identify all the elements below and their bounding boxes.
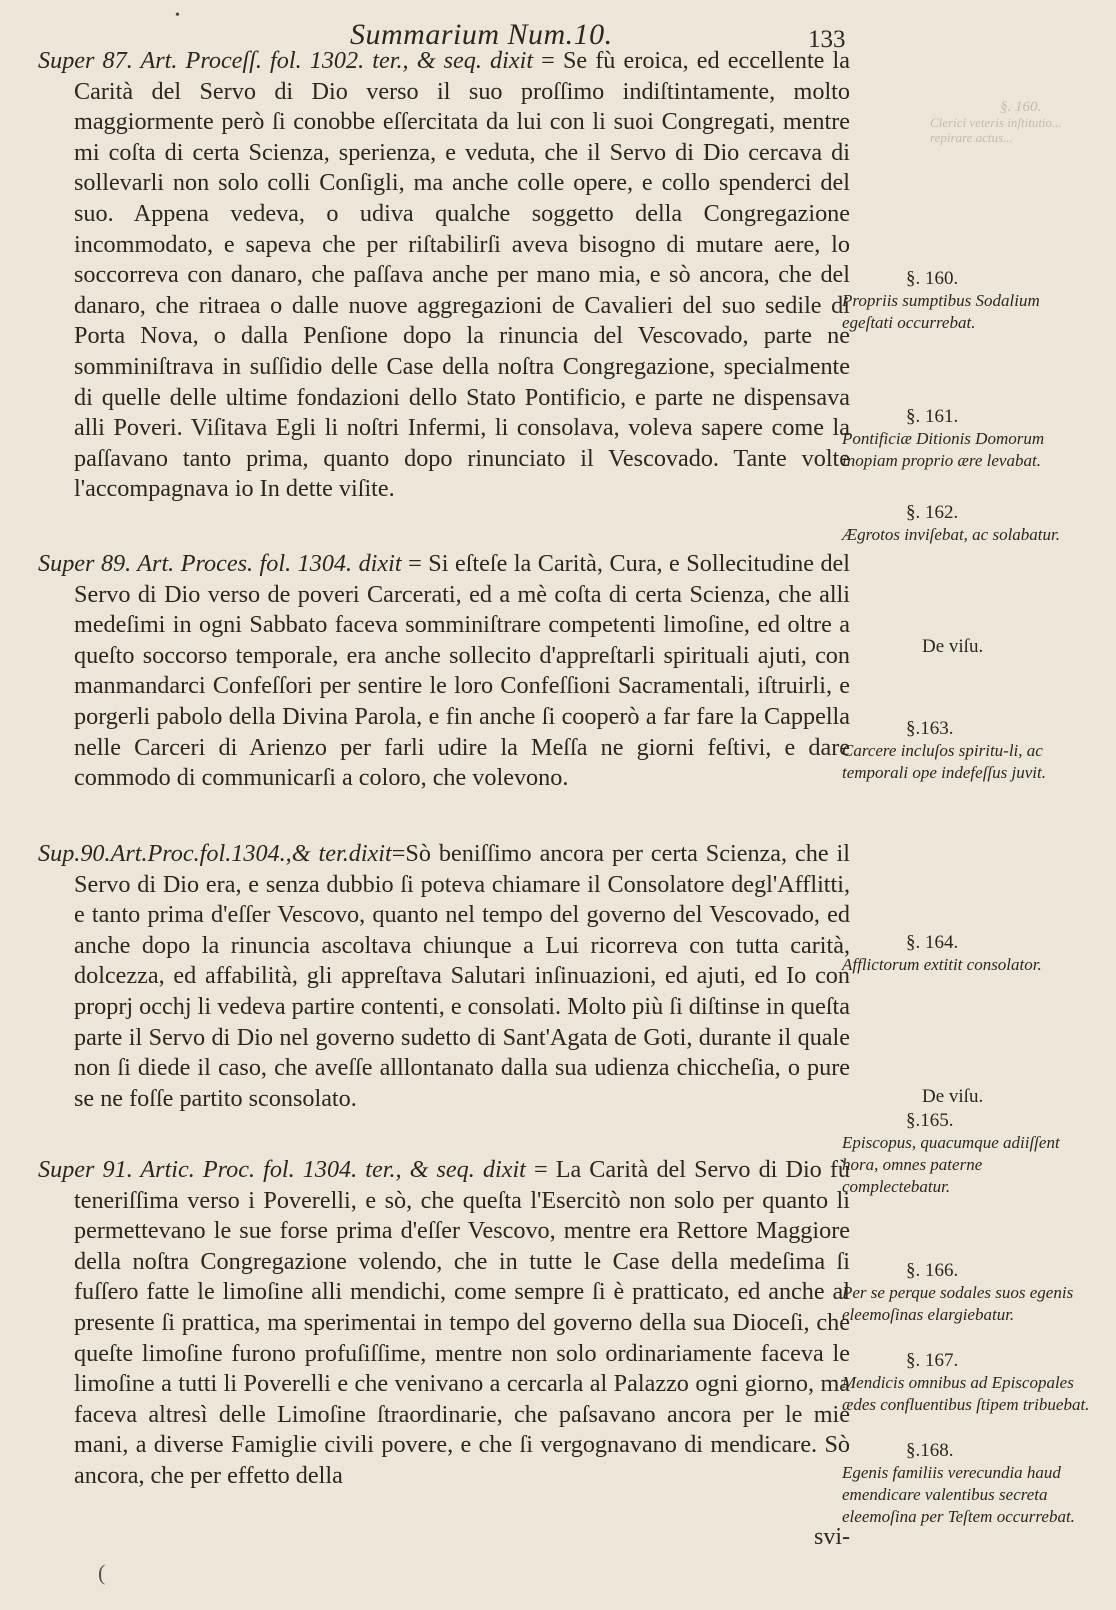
section-number: §. 160.: [906, 268, 959, 289]
paragraph-87: [38, 46, 850, 549]
margin-note-text: Episcopus, quacumque adiiſſent hora, omnes paterne complectebatur.: [842, 1133, 1060, 1196]
margin-note: [842, 1350, 1092, 1416]
paragraph-reference: Sup.90.Art.Proc.fol.1304.,& ter.dixit: [38, 840, 392, 867]
margin-note-text: Pontificiæ Ditionis Domorum inopiam proprio ære levabat.: [842, 429, 1045, 470]
catchword-line: [38, 1524, 850, 1552]
margin-note: [842, 406, 1092, 472]
section-number: §. 164.: [906, 932, 959, 953]
margin-note-text: Carcere incluſos spiritu-li, ac temporali ope indefeſſus juvit.: [842, 741, 1046, 782]
de-visu-note: De viſu.: [922, 1086, 984, 1107]
catchword: svi-: [814, 1524, 850, 1550]
section-number: §.165.: [906, 1110, 954, 1131]
paragraph-89: [38, 549, 850, 839]
margin-note: [842, 1110, 1092, 1198]
page-number: 133: [808, 26, 846, 53]
section-number: §.168.: [906, 1440, 954, 1461]
paragraph-text: =Sò beniſſimo ancora per certa Scienza, che il Servo di Dio era, e senza dubbio ſi poteva chiamare il Consolatore degl'Afflitti, e tanto prima d'eſſer Vescovo, quanto nel tempo del governo del Vescovado, ed anche dopo la rinuncia ascoltava chiunque a Lui ricorreva con tutta carità, dolcezza, ed affabilità, gli appreſtava Salutari inſinuazioni, ed ajuti, ed Io con proprj occhj li vedeva partire contenti, e consolati. Molto più ſi diſtinse in queſta parte il Servo di Dio nel governo sudetto di Sant'Agata de Goti, durante il quale non ſi diede il caso, che aveſſe alllontanato dalla sua udienza chiccheſia, o pure se ne foſſe partito sconsolato.: [74, 840, 850, 1112]
margin-note: [842, 718, 1092, 784]
bleed-through-body: Clerici veteris inſtitutio... repirare actus...: [930, 115, 1062, 145]
main-text: [38, 46, 850, 1492]
section-number: §. 161.: [906, 406, 959, 427]
bleed-through-text: [930, 100, 1100, 145]
margin-note-text: Propriis sumptibus Sodalium egeſtati occurrebat.: [842, 291, 1040, 332]
bleed-through-number: §. 160.: [1000, 99, 1042, 115]
margin-note: [842, 502, 1092, 546]
margin-note: [842, 932, 1092, 976]
margin-note-text: Egenis familiis verecundia haud emendicare valentibus secreta eleemoſina per Teſtem occurrebat.: [842, 1463, 1075, 1526]
paragraph-90: [38, 839, 850, 1155]
section-number: §.163.: [906, 718, 954, 739]
ink-speck: •: [175, 8, 180, 23]
paragraph-text: = Si eſteſe la Carità, Cura, e Sollecitudine del Servo di Dio verso de poveri Carcerati, ed a mè coſta di certa Scienza, che alli medeſimi in ogni Sabbato faceva somminiſtrare competenti limoſine, ed oltre a queſto soccorso temporale, era anche sollecito d'appreſtarli spirituali ajuti, con manmandarci Confeſſori per sentire le loro Confeſſioni Sacramentali, iſtruirli, e porgerli pabolo della Divina Parola, e fin anche ſi cooperò a far fare la Cappella nelle Carceri di Arienzo per farli udire la Meſſa ne giorni feſtivi, e dare commodo di communicarſi a coloro, che volevono.: [74, 550, 850, 792]
paragraph-91: [38, 1155, 850, 1492]
paragraph-reference: Super 89. Art. Proces. fol. 1304. dixit: [38, 550, 402, 577]
section-number: §. 166.: [906, 1260, 959, 1281]
paragraph-reference: Super 91. Artic. Proc. fol. 1304. ter., & seq. dixit: [38, 1156, 526, 1183]
margin-note: [842, 1086, 1092, 1108]
margin-note: [842, 1440, 1092, 1528]
bracket-mark: (: [98, 1560, 106, 1585]
margin-note-text: Mendicis omnibus ad Episcopales ædes confluentibus ſtipem tribuebat.: [842, 1373, 1090, 1414]
margin-note: [842, 636, 1092, 658]
running-head: Summarium Num.10.: [350, 18, 613, 51]
margin-note-text: Ægrotos inviſebat, ac solabatur.: [842, 525, 1061, 544]
margin-note: [842, 1260, 1092, 1326]
paragraph-reference: Super 87. Art. Proceſſ. fol. 1302. ter., & seq. dixit: [38, 47, 534, 74]
margin-note: [842, 268, 1092, 334]
de-visu-note: De viſu.: [922, 636, 984, 657]
margin-note-text: Afflictorum extitit consolator.: [842, 955, 1042, 974]
margin-note-text: Per se perque sodales suos egenis eleemoſinas elargiebatur.: [842, 1283, 1074, 1324]
paragraph-text: = Se fù eroica, ed eccellente la Carità del Servo di Dio verso il suo proſſimo indiſtintamente, molto maggiormente però ſi conobbe eſſercitata da lui con li suoi Congregati, mentre mi coſta di certa Scienza, sperienza, e veduta, che il Servo di Dio cercava di sollevarli non solo colli Conſigli, ma anche colle opere, e collo spenderci del suo. Appena vedeva, o udiva qualche soggetto della Congregazione incommodato, e sapeva che per riſtabilirſi aveva bisogno di mutare aere, lo soccorreva con danaro, che paſſava anche per mano mia, e sò ancora, che del danaro, che ritraea o dalle nuove aggregazioni de Cavalieri del suo sedile di Porta Nova, o dalla Penſione dopo la rinuncia del Vescovado, parte ne somminiſtrava in suſſidio delle Case della noſtra Congregazione, specialmente di quelle delle ultime fondazioni dello Stato Pontificio, e parte ne dispensava alli Poveri. Viſitava Egli li noſtri Infermi, li consolava, voleva sapere come la paſſavano tanto prima, quanto dopo rinunciato il Vescovado. Tante volte l'accompagnava io In dette viſite.: [74, 47, 850, 503]
paragraph-text: = La Carità del Servo di Dio fù teneriſſima verso i Poverelli, e sò, che queſta l'Esercitò non solo per quanto li permettevano le sue forse prima d'eſſer Vescovo, mentre era Rettore Maggiore della noſtra Congregazione volendo, che in tutte le Case della medeſima ſi fuſſero fatte le limoſine alli mendichi, come sempre ſi è pratticato, ed anche al presente ſi prattica, ma sperimentai in tempo del governo della sua Dioceſi, che queſte limoſine furono profuſiſſime, mentre non solo ordinariamente faceva le limoſine a tutti li Poverelli e che venivano a cercarla al Palazzo ogni giorno, ma faceva altresì delle Limoſine ſtraordinarie, che paſsavano ancora per le mie mani, a diverse Famiglie civili povere, e che ſi vergognavano di mendicare. Sò ancora, che per effetto della: [74, 1156, 850, 1489]
section-number: §. 167.: [906, 1350, 959, 1371]
section-number: §. 162.: [906, 502, 959, 523]
